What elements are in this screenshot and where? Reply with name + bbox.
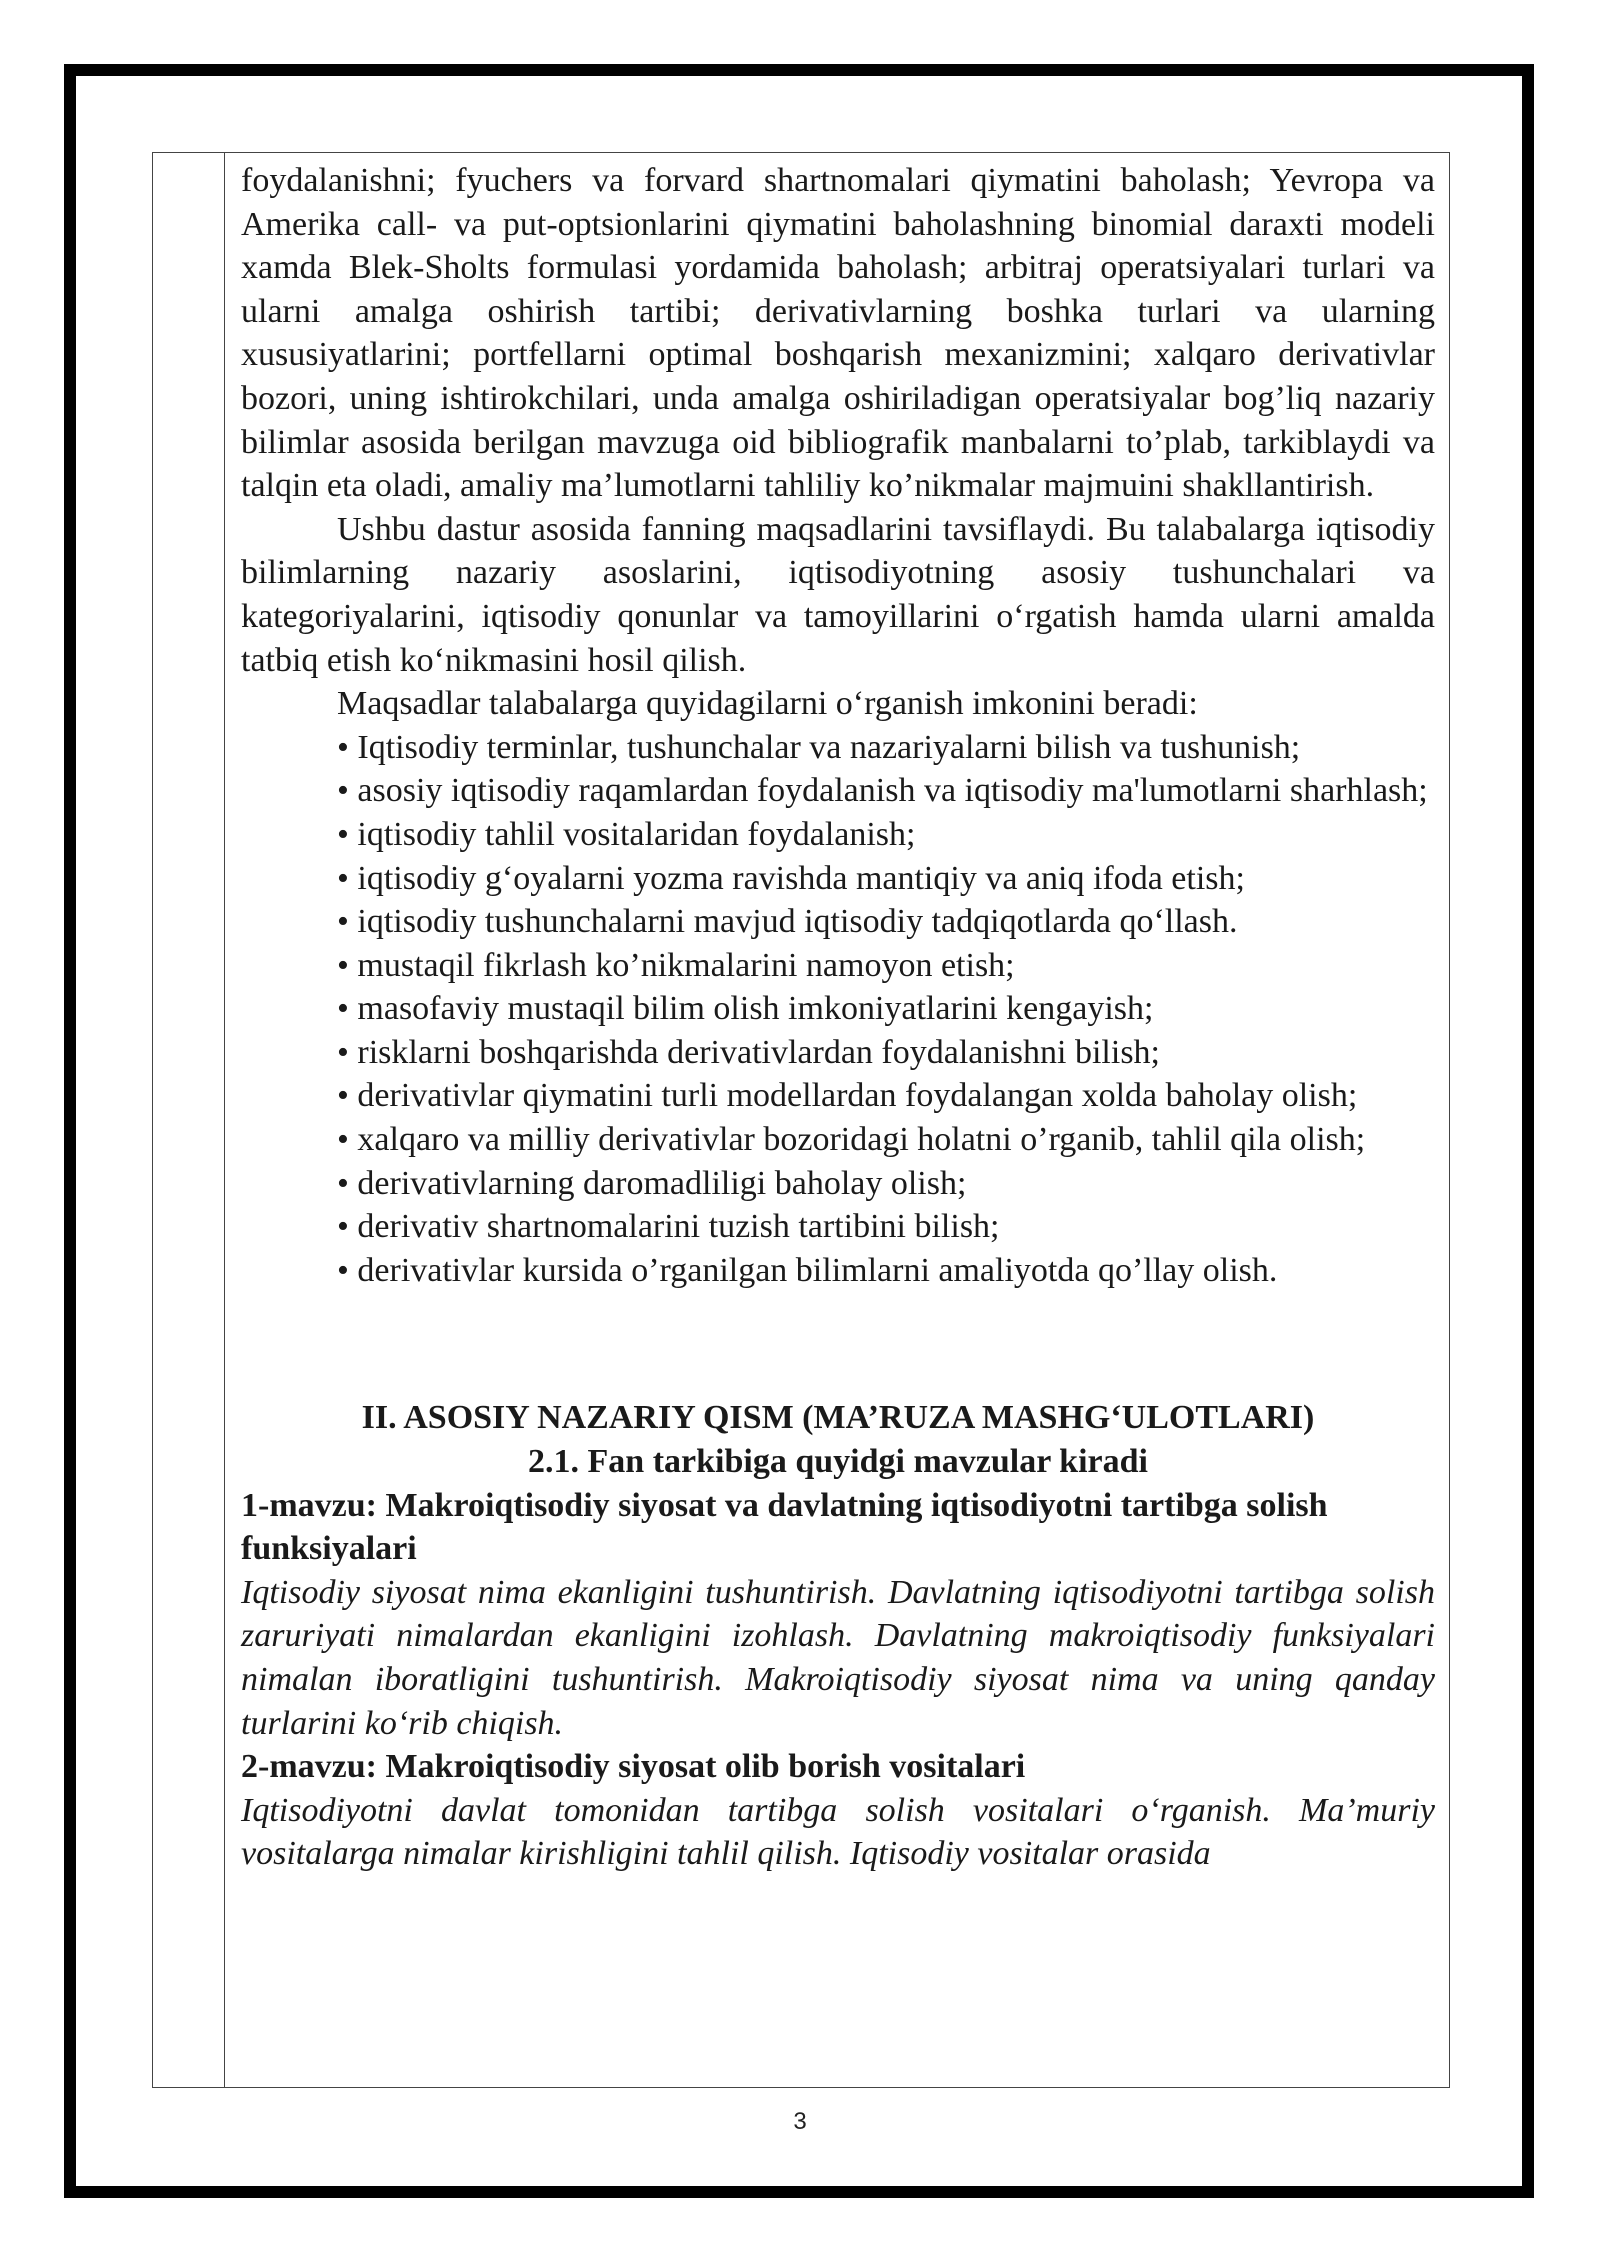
list-item: • iqtisodiy g‘oyalarni yozma ravishda mantiqiy va aniq ifoda etish;: [337, 859, 1245, 897]
list-item: • derivativlar kursida o’rganilgan bilimlarni amaliyotda qo’llay olish.: [337, 1251, 1278, 1289]
list-item: • risklarni boshqarishda derivativlardan foydalanishni bilish;: [337, 1033, 1161, 1071]
list-item: • derivativlarning daromadliligi baholay olish;: [337, 1164, 967, 1202]
section-title: II. ASOSIY NAZARIY QISM (MA’RUZA MASHG‘ULOTLARI): [361, 1399, 1315, 1437]
list-item: • iqtisodiy tahlil vositalaridan foydalanish;: [337, 815, 916, 853]
page-number: 3: [793, 2108, 807, 2135]
list-item: • Iqtisodiy terminlar, tushunchalar va nazariyalarni bilish va tushunish;: [337, 728, 1301, 766]
section-subtitle: 2.1. Fan tarkibiga quyidgi mavzular kiradi: [528, 1443, 1148, 1481]
number-column: [153, 153, 225, 2087]
topic-1-text: Iqtisodiy siyosat nima ekanligini tushuntirish. Davlatning iqtisodiyotni tartibga solish zaruriyati nimalardan ekanligini izohlash. Davlatning makroiqtisodiy funksiyalari nimalan iboratligini tushuntirish. Makroiqtisodiy siyosat nima va uning qanday turlarini ko‘rib chiqish.: [241, 1573, 1435, 1742]
goals-intro: Maqsadlar talabalarga quyidagilarni o‘rganish imkonini beradi:: [337, 685, 1198, 723]
topic-1-title: 1-mavzu: Makroiqtisodiy siyosat va davlatning iqtisodiyotni tartibga solish funksiyalari: [241, 1486, 1328, 1568]
list-item: • mustaqil fikrlash ko’nikmalarini namoyon etish;: [337, 946, 1015, 984]
list-item: • masofaviy mustaqil bilim olish imkoniyatlarini kengayish;: [337, 990, 1154, 1028]
list-item: • derivativlar qiymatini turli modellardan foydalangan xolda baholay olish;: [337, 1077, 1358, 1115]
topic-2-title: 2-mavzu: Makroiqtisodiy siyosat olib borish vositalari: [241, 1748, 1026, 1786]
list-item: • derivativ shartnomalarini tuzish tartibini bilish;: [337, 1208, 1000, 1246]
topic-2-text: Iqtisodiyotni davlat tomonidan tartibga solish vositalari o‘rganish. Ma’muriy vositalarga nimalar kirishligini tahlil qilish. Iqtisodiy vositalar orasida: [241, 1791, 1435, 1873]
content-table: [152, 152, 1450, 2088]
content-cell: [241, 159, 1435, 1876]
goals-paragraph: Ushbu dastur asosida fanning maqsadlarini tavsiflaydi. Bu talabalarga iqtisodiy bilimlarning nazariy asoslarini, iqtisodiyotning asosiy tushunchalari va kategoriyalarini, iqtisodiy qonunlar va tamoyillarini o‘rgatish hamda ularni amalda tatbiq etish ko‘nikmasini hosil qilish.: [241, 510, 1435, 679]
list-item: • iqtisodiy tushunchalarni mavjud iqtisodiy tadqiqotlarda qo‘llash.: [337, 903, 1238, 941]
vertical-spacer: [241, 1292, 1435, 1396]
list-item: • xalqaro va milliy derivativlar bozoridagi holatni o’rganib, tahlil qila olish;: [337, 1121, 1366, 1159]
list-item: • asosiy iqtisodiy raqamlardan foydalanish va iqtisodiy ma'lumotlarni sharhlash;: [337, 772, 1428, 810]
intro-paragraph: foydalanishni; fyuchers va forvard shartnomalari qiymatini baholash; Yevropa va Amerika call- va put-optsionlarini qiymatini baholashning binomial daraxti modeli xamda Blek-Sholts formulasi yordamida baholash; arbitraj operatsiyalari turlari va ularni amalga oshirish tartibi; derivativlarning boshka turlari va ularning xususiyatlarini; portfellarni optimal boshqarish mexanizmini; xalqaro derivativlar bozori, uning ishtirokchilari, unda amalga oshiriladigan operatsiyalar bog’liq nazariy bilimlar asosida berilgan mavzuga oid bibliografik manbalarni to’plab, tarkiblaydi va talqin eta oladi, amaliy ma’lumotlarni tahliliy ko’nikmalar majmuini shakllantirish.: [241, 162, 1435, 505]
